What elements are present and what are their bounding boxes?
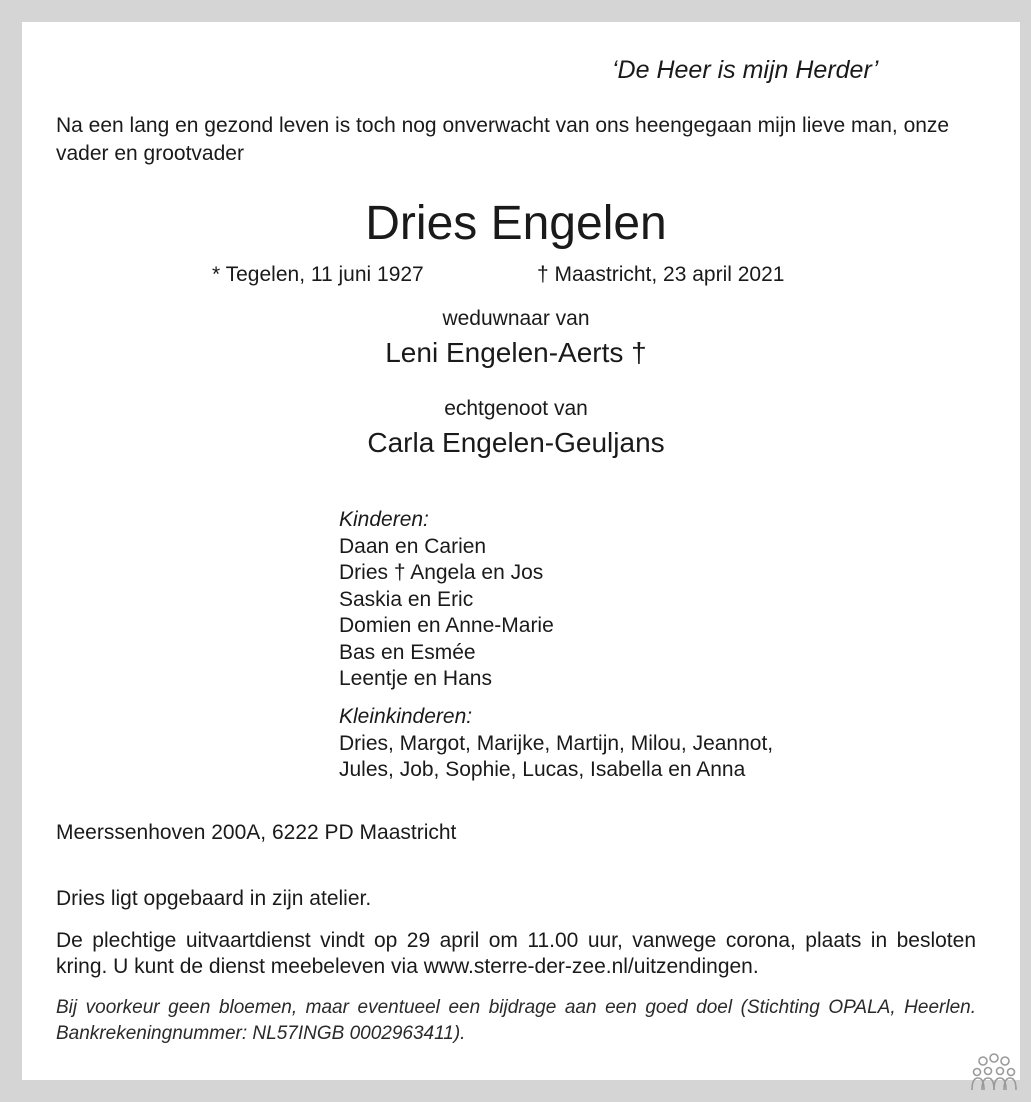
grandchildren-list xyxy=(339,704,773,784)
list-item: Jules, Job, Sophie, Lucas, Isabella en Anna xyxy=(339,758,746,781)
list-item: Dries, Margot, Marijke, Martijn, Milou, Jeannot, xyxy=(339,731,774,755)
motto: ‘De Heer is mijn Herder’ xyxy=(612,56,879,84)
laid-out-notice: Dries ligt opgebaard in zijn atelier. xyxy=(56,887,372,910)
obituary-card xyxy=(22,22,1020,1080)
people-group-icon xyxy=(970,1052,1018,1092)
widower-label: weduwnaar van xyxy=(442,307,590,330)
list-item: Bas en Esmée xyxy=(339,640,476,664)
address: Meerssenhoven 200A, 6222 PD Maastricht xyxy=(56,821,457,844)
grandchildren-heading: Kleinkinderen: xyxy=(339,705,473,728)
service-notice: De plechtige uitvaartdienst vindt op 29 april om 11.00 uur, vanwege corona, plaats in besloten kring. U kunt de dienst meebeleven via www.sterre-der-zee.nl/uitzendingen. xyxy=(56,929,976,978)
children-heading: Kinderen: xyxy=(339,508,429,531)
spouse-name: Carla Engelen-Geuljans xyxy=(367,427,665,458)
intro-text: Na een lang en gezond leven is toch nog onverwacht van ons heengegaan mijn lieve man, onze vader en grootvader xyxy=(56,114,950,165)
birth-info: * Tegelen, 11 juni 1927 xyxy=(212,263,424,286)
death-info: † Maastricht, 23 april 2021 xyxy=(537,263,785,286)
donation-notice: Bij voorkeur geen bloemen, maar eventueel een bijdrage aan een goed doel (Stichting OPALA, Heerlen. Bankrekeningnummer: NL57INGB 0002963411). xyxy=(56,997,976,1044)
list-item: Daan en Carien xyxy=(339,534,487,558)
children-list xyxy=(339,507,554,693)
late-wife-name: Leni Engelen-Aerts † xyxy=(385,337,647,368)
list-item: Saskia en Eric xyxy=(339,587,474,611)
list-item: Domien en Anne-Marie xyxy=(339,614,554,637)
list-item: Dries † Angela en Jos xyxy=(339,561,544,584)
spouse-label: echtgenoot van xyxy=(444,397,588,420)
deceased-name: Dries Engelen xyxy=(365,197,667,250)
list-item: Leentje en Hans xyxy=(339,667,492,690)
